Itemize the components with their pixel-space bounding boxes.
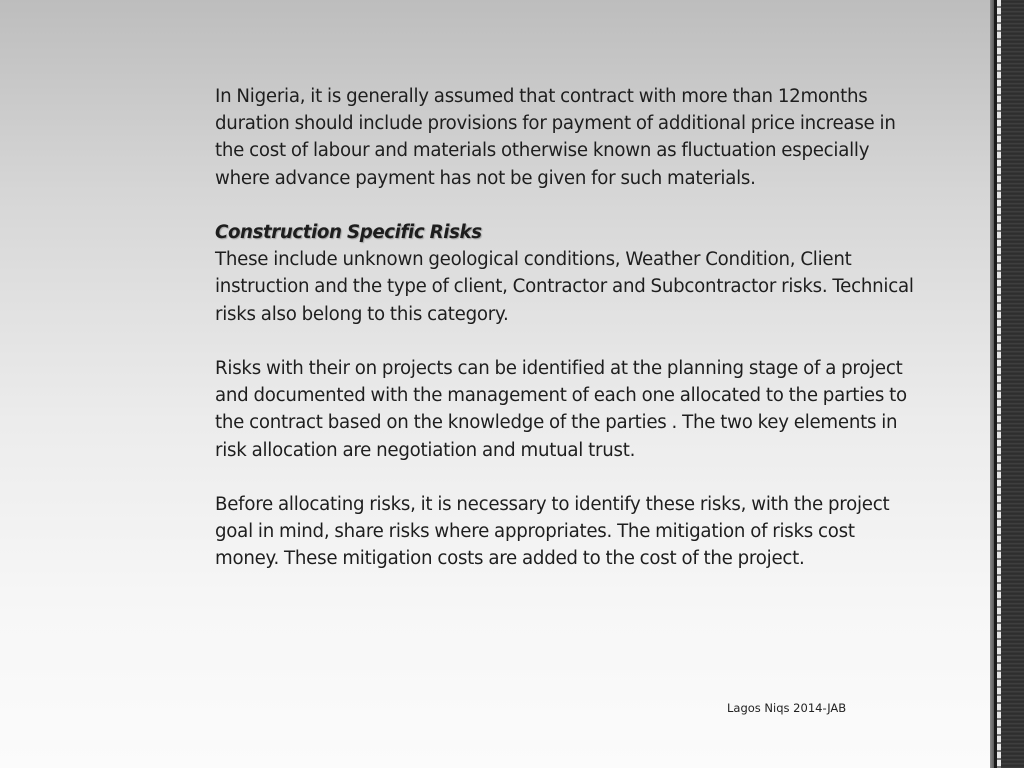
spacer <box>215 192 915 219</box>
spacer <box>215 328 915 355</box>
decorative-film-strip-border <box>990 0 1024 768</box>
paragraph-risk-identification: Risks with their on projects can be identified at the planning stage of a project and documented with the management of each one allocated to the parties to the contract based on the knowledge of the parties . The two key elements in risk allocation are negotiation and mutual trust. <box>215 358 907 461</box>
slide-body <box>215 83 915 573</box>
section-heading: Construction Specific Risks <box>215 222 482 243</box>
border-stripe <box>1001 0 1024 768</box>
slide-footer: Lagos Niqs 2014-JAB <box>727 701 847 715</box>
paragraph-construction-risks: These include unknown geological conditions, Weather Condition, Client instruction and the type of client, Contractor and Subcontractor risks. Technical risks also belong to this category. <box>215 249 914 325</box>
paragraph-risk-allocation: Before allocating risks, it is necessary to identify these risks, with the project goal in mind, share risks where appropriates. The mitigation of risks cost money. These mitigation costs are added to the cost of the project. <box>215 494 890 570</box>
spacer <box>215 464 915 491</box>
paragraph-fluctuation: In Nigeria, it is generally assumed that contract with more than 12months duration should include provisions for payment of additional price increase in the cost of labour and materials otherwise known as fluctuation especially where advance payment has not be given for such materials. <box>215 86 896 189</box>
